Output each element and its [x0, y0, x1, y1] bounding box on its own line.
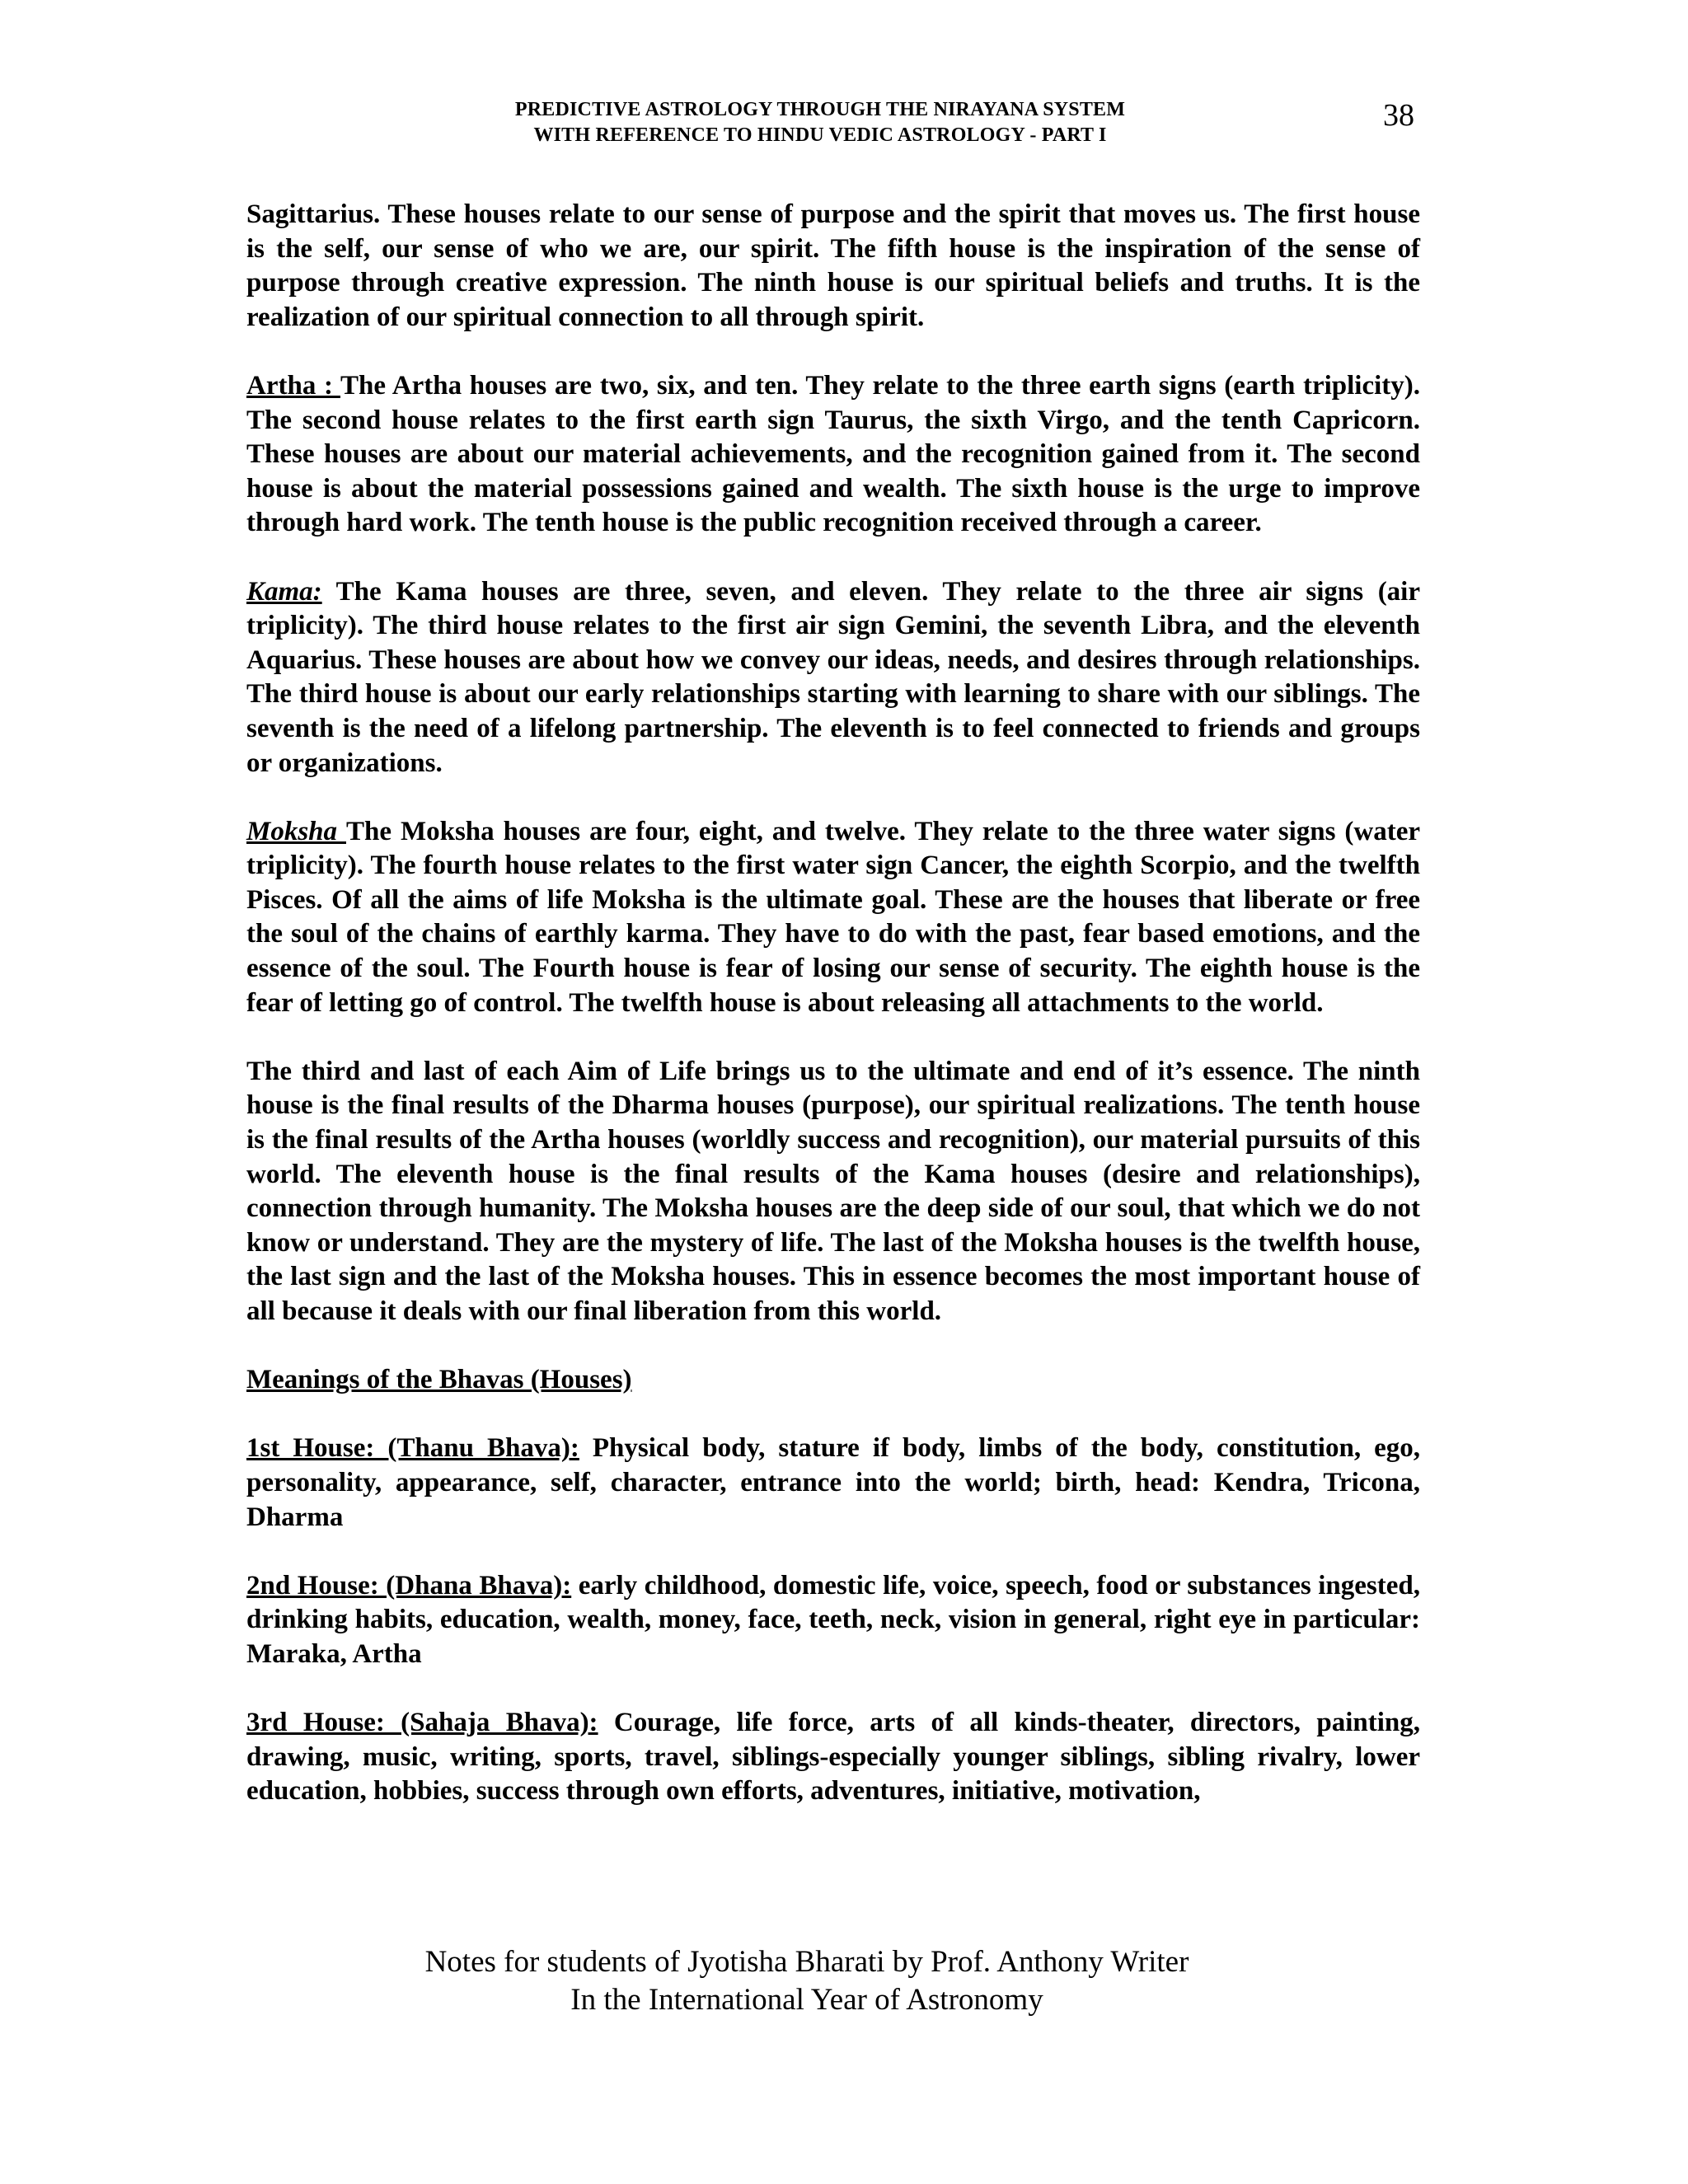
kama-text: The Kama houses are three, seven, and eleven. They relate to the three air signs (air triplicity). The third house relates to the first air sign Gemini, the seventh Libra, and the eleventh Aquarius. These houses are about how we convey our ideas, needs, and desires through relationships. The third house is about our early relationships starting with learning to share with our siblings. The seventh is the need of a lifelong partnership. The eleventh is to feel connected to friends and groups or organizations.	[246, 576, 1420, 778]
page-footer	[0, 1943, 1614, 2019]
page-body	[246, 198, 1420, 1809]
house-1-label: 1st House: (Thanu Bhava):	[246, 1433, 579, 1464]
moksha-label: Moksha	[246, 816, 346, 846]
house-2-text: early childhood, domestic life, voice, speech, food or substances ingested, drinking habits, education, wealth, money, face, teeth, neck, vision in general, right eye in particular: Maraka, Artha	[246, 1570, 1420, 1669]
moksha-text: The Moksha houses are four, eight, and twelve. They relate to the three water signs (water triplicity). The fourth house relates to the first water sign Cancer, the eighth Scorpio, and the twelfth Pisces. Of all the aims of life Moksha is the ultimate goal. These are the houses that liberate or free the soul of the chains of earthly karma. They have to do with the past, fear based emotions, and the essence of the soul. The Fourth house is fear of losing our sense of security. The eighth house is the fear of letting go of control. The twelfth house is about releasing all attachments to the world.	[246, 816, 1420, 1018]
house-3-entry	[246, 1706, 1420, 1809]
footer-line-1: Notes for students of Jyotisha Bharati by Prof. Anthony Writer	[424, 1945, 1189, 1979]
paragraph-moksha	[246, 815, 1420, 1021]
artha-label: Artha :	[246, 370, 340, 401]
house-1-text: Physical body, stature if body, limbs of the body, constitution, ego, personality, appearance, self, character, entrance into the world; birth, head: Kendra, Tricona, Dharma	[246, 1433, 1420, 1532]
kama-label: Kama:	[246, 576, 322, 607]
paragraph-third-and-last: The third and last of each Aim of Life brings us to the ultimate and end of it’s essence. The ninth house is the final results of the Dharma houses (purpose), our spiritual realizations. The tenth house is the final results of the Artha houses (worldly success and recognition), our material pursuits of this world. The eleventh house is the final results of the Kama houses (desire and relationships), connection through humanity. The Moksha houses are the deep side of our soul, that which we do not know or understand. They are the mystery of life. The last of the Moksha houses is the twelfth house, the last sign and the last of the Moksha houses. This in essence becomes the most important house of all because it deals with our final liberation from this world.	[246, 1056, 1420, 1326]
paragraph-dharma-continued: Sagittarius. These houses relate to our sense of purpose and the spirit that moves us. The first house is the self, our sense of who we are, our spirit. The fifth house is the inspiration of the sense of purpose through creative expression. The ninth house is our spiritual beliefs and truths. It is the realization of our spiritual connection to all through spirit.	[246, 199, 1420, 332]
paragraph-kama	[246, 575, 1420, 781]
house-2-label: 2nd House: (Dhana Bhava):	[246, 1570, 572, 1601]
house-3-text: Courage, life force, arts of all kinds-theater, directors, painting, drawing, music, writing, sports, travel, siblings-especially younger siblings, sibling rivalry, lower education, hobbies, success through own efforts, adventures, initiative, motivation,	[246, 1708, 1421, 1807]
header-title-line-1: PREDICTIVE ASTROLOGY THROUGH THE NIRAYANA SYSTEM	[514, 99, 1126, 120]
header-title-line-2: WITH REFERENCE TO HINDU VEDIC ASTROLOGY - PART I	[533, 124, 1107, 146]
page-number: 38	[1383, 98, 1414, 133]
artha-text: The Artha houses are two, six, and ten. They relate to the three earth signs (earth triplicity). The second house relates to the first earth sign Taurus, the sixth Virgo, and the tenth Capricorn. These houses are about our material achievements, and the recognition gained from it. The second house is about the material possessions gained and wealth. The sixth house is the urge to improve through hard work. The tenth house is the public recognition received through a career.	[246, 370, 1420, 538]
house-1-entry	[246, 1432, 1420, 1535]
bhavas-heading: Meanings of the Bhavas (Houses)	[246, 1365, 632, 1395]
house-2-entry	[246, 1569, 1420, 1672]
house-3-label: 3rd House: (Sahaja Bhava):	[246, 1708, 598, 1738]
footer-line-2: In the International Year of Astronomy	[570, 1983, 1043, 2017]
section-heading-bhavas	[246, 1363, 1420, 1398]
paragraph-artha	[246, 369, 1420, 541]
